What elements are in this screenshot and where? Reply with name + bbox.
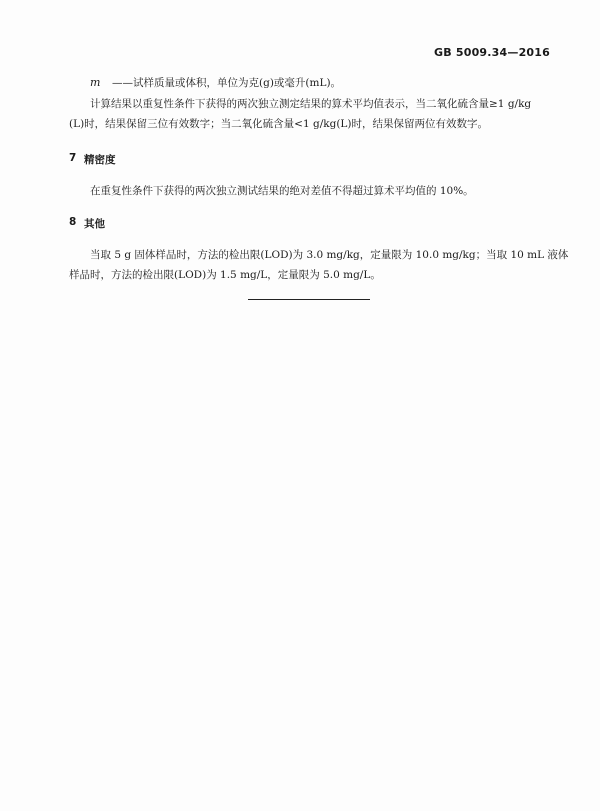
- section-8-text-line-1: 当取 5 g 固体样品时，方法的检出限(LOD)为 3.0 mg/kg，定量限为 10.0 mg/kg；当取 10 mL 液体: [90, 249, 569, 261]
- calculation-text-line-1: 计算结果以重复性条件下获得的两次独立测定结果的算术平均值表示，当二氧化硫含量≥1 g/kg: [90, 98, 532, 110]
- section-7-number: 7: [69, 152, 77, 164]
- section-7-title: 精密度: [84, 154, 116, 166]
- standard-code: GB 5009.34—2016: [434, 46, 550, 59]
- section-7-text: 在重复性条件下获得的两次独立测试结果的绝对差值不得超过算术平均值的 10%。: [90, 185, 474, 197]
- formula-symbol-m: m: [90, 76, 101, 89]
- end-of-document-rule: [248, 299, 370, 300]
- section-8-number: 8: [69, 216, 77, 228]
- section-8-title: 其他: [84, 218, 105, 230]
- formula-symbol-definition: ——试样质量或体积，单位为克(g)或毫升(mL)。: [112, 77, 342, 89]
- section-8-text-line-2: 样品时，方法的检出限(LOD)为 1.5 mg/L，定量限为 5.0 mg/L。: [69, 269, 381, 281]
- calculation-text-line-2: (L)时，结果保留三位有效数字；当二氧化硫含量<1 g/kg(L)时，结果保留两位有效数字。: [69, 118, 488, 130]
